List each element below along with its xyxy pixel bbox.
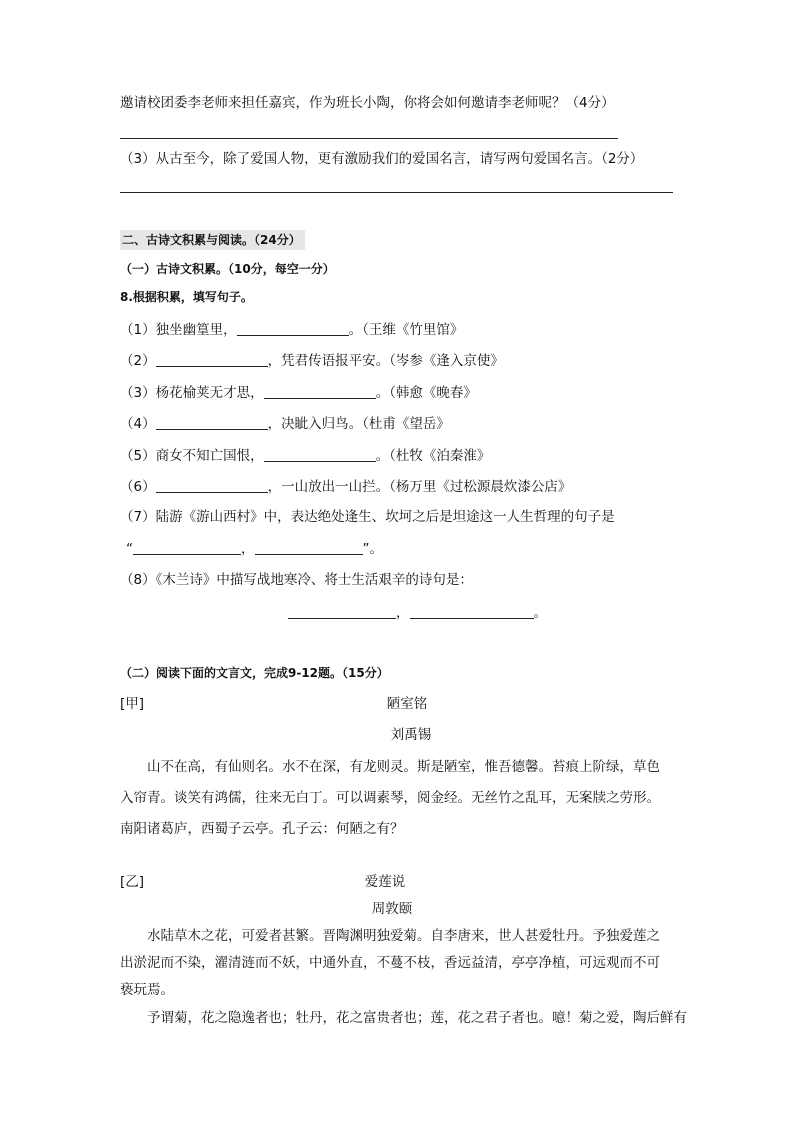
item-after: ，一山放出一山拦。（杨万里《过松源晨炊漆公店》 bbox=[267, 479, 572, 495]
close-quote: ”。 bbox=[362, 541, 383, 557]
item-before: 商女不知亡国恨， bbox=[155, 448, 264, 464]
fill-item-4 bbox=[120, 417, 450, 432]
q7-part2-text: 邀请校团委李老师来担任嘉宾，作为班长小陶，你将会如何邀请李老师呢？（4分） bbox=[120, 95, 615, 111]
passage-yi-author: 周敦颐 bbox=[371, 901, 413, 917]
part2-title: （二）阅读下面的文言文，完成9-12题。（15分） bbox=[120, 666, 389, 680]
passage-jia-author: 刘禹锡 bbox=[390, 727, 432, 743]
item-number: （4） bbox=[120, 416, 156, 432]
answer-blank[interactable] bbox=[156, 417, 268, 430]
fill-item-2 bbox=[120, 354, 504, 369]
passage-line: 南阳诸葛庐，西蜀子云亭。孔子云：何陋之有？ bbox=[120, 821, 404, 837]
item-number: （6） bbox=[120, 479, 156, 495]
comma: ， bbox=[241, 541, 255, 557]
fill-item-8-prompt: （8）《木兰诗》中描写战地寒冷、将士生活艰辛的诗句是： bbox=[120, 572, 473, 588]
answer-blank[interactable] bbox=[288, 606, 396, 619]
item-before: 杨花榆荚无才思， bbox=[155, 385, 264, 401]
passage-yi-title: 爱莲说 bbox=[364, 874, 406, 890]
passage-yi-label: [乙] bbox=[120, 874, 145, 890]
item-number: （5） bbox=[120, 448, 156, 464]
passage-jia-label: [甲] bbox=[120, 696, 145, 712]
answer-blank[interactable] bbox=[237, 323, 349, 336]
item-number: （1） bbox=[120, 322, 156, 338]
fill-item-1 bbox=[120, 323, 463, 338]
q7-part3-text: （3）从古至今，除了爱国人物，更有激励我们的爱国名言，请写两句爱国名言。（2分） bbox=[120, 151, 644, 167]
comma: ， bbox=[396, 605, 410, 621]
item-after: ，凭君传语报平安。（岑参《逢入京使》 bbox=[267, 353, 504, 369]
item-after: 。（王维《竹里馆》 bbox=[348, 322, 464, 338]
answer-blank[interactable] bbox=[156, 480, 268, 493]
section-title-text: 二、古诗文积累与阅读。（24分） bbox=[120, 230, 305, 250]
item-after: 。（杜牧《泊秦淮》 bbox=[375, 448, 491, 464]
answer-blank[interactable] bbox=[264, 386, 376, 399]
q8-title: 8.根据积累，填写句子。 bbox=[120, 290, 253, 304]
passage-line: 入帘青。谈笑有鸿儒，往来无白丁。可以调素琴，阅金经。无丝竹之乱耳，无案牍之劳形。 bbox=[120, 790, 660, 806]
item-after: 。（韩愈《晚春》 bbox=[375, 385, 477, 401]
item-number: （2） bbox=[120, 353, 156, 369]
passage-jia-title: 陋室铭 bbox=[386, 696, 428, 712]
answer-blank[interactable] bbox=[156, 354, 268, 367]
fill-item-7-answer bbox=[126, 542, 383, 557]
open-quote: “ bbox=[126, 541, 133, 557]
fill-item-6 bbox=[120, 480, 571, 495]
passage-line: 予谓菊，花之隐逸者也；牡丹，花之富贵者也；莲，花之君子者也。噫！菊之爱，陶后鲜有 bbox=[147, 1010, 687, 1026]
fill-item-8-answer bbox=[288, 606, 547, 621]
item-number: （3） bbox=[120, 385, 156, 401]
answer-blank[interactable] bbox=[133, 542, 241, 555]
passage-line: 水陆草木之花，可爱者甚繁。晋陶渊明独爱菊。自李唐来，世人甚爱牡丹。予独爱莲之 bbox=[147, 928, 660, 944]
answer-line[interactable] bbox=[120, 138, 618, 139]
answer-blank[interactable] bbox=[255, 542, 363, 555]
answer-blank[interactable] bbox=[264, 449, 376, 462]
part1-title: （一）古诗文积累。（10分，每空一分） bbox=[120, 262, 335, 276]
fill-item-3 bbox=[120, 386, 477, 401]
fill-item-5 bbox=[120, 449, 490, 464]
answer-line[interactable] bbox=[120, 192, 673, 193]
passage-line: 出淤泥而不染，濯清涟而不妖，中通外直，不蔓不枝，香远益清，亭亭净植，可远观而不可 bbox=[120, 955, 660, 971]
item-before: 独坐幽篁里， bbox=[155, 322, 237, 338]
answer-blank[interactable] bbox=[410, 606, 534, 619]
period: 。 bbox=[533, 605, 547, 621]
passage-line: 山不在高，有仙则名。水不在深，有龙则灵。斯是陋室，惟吾德馨。苔痕上阶绿，草色 bbox=[147, 759, 660, 775]
fill-item-7-prompt: （7）陆游《游山西村》中，表达绝处逢生、坎坷之后是坦途这一人生哲理的句子是 bbox=[120, 509, 615, 525]
passage-line: 亵玩焉。 bbox=[120, 982, 174, 998]
section-title bbox=[120, 234, 305, 246]
item-after: ，决眦入归鸟。（杜甫《望岳》 bbox=[267, 416, 450, 432]
